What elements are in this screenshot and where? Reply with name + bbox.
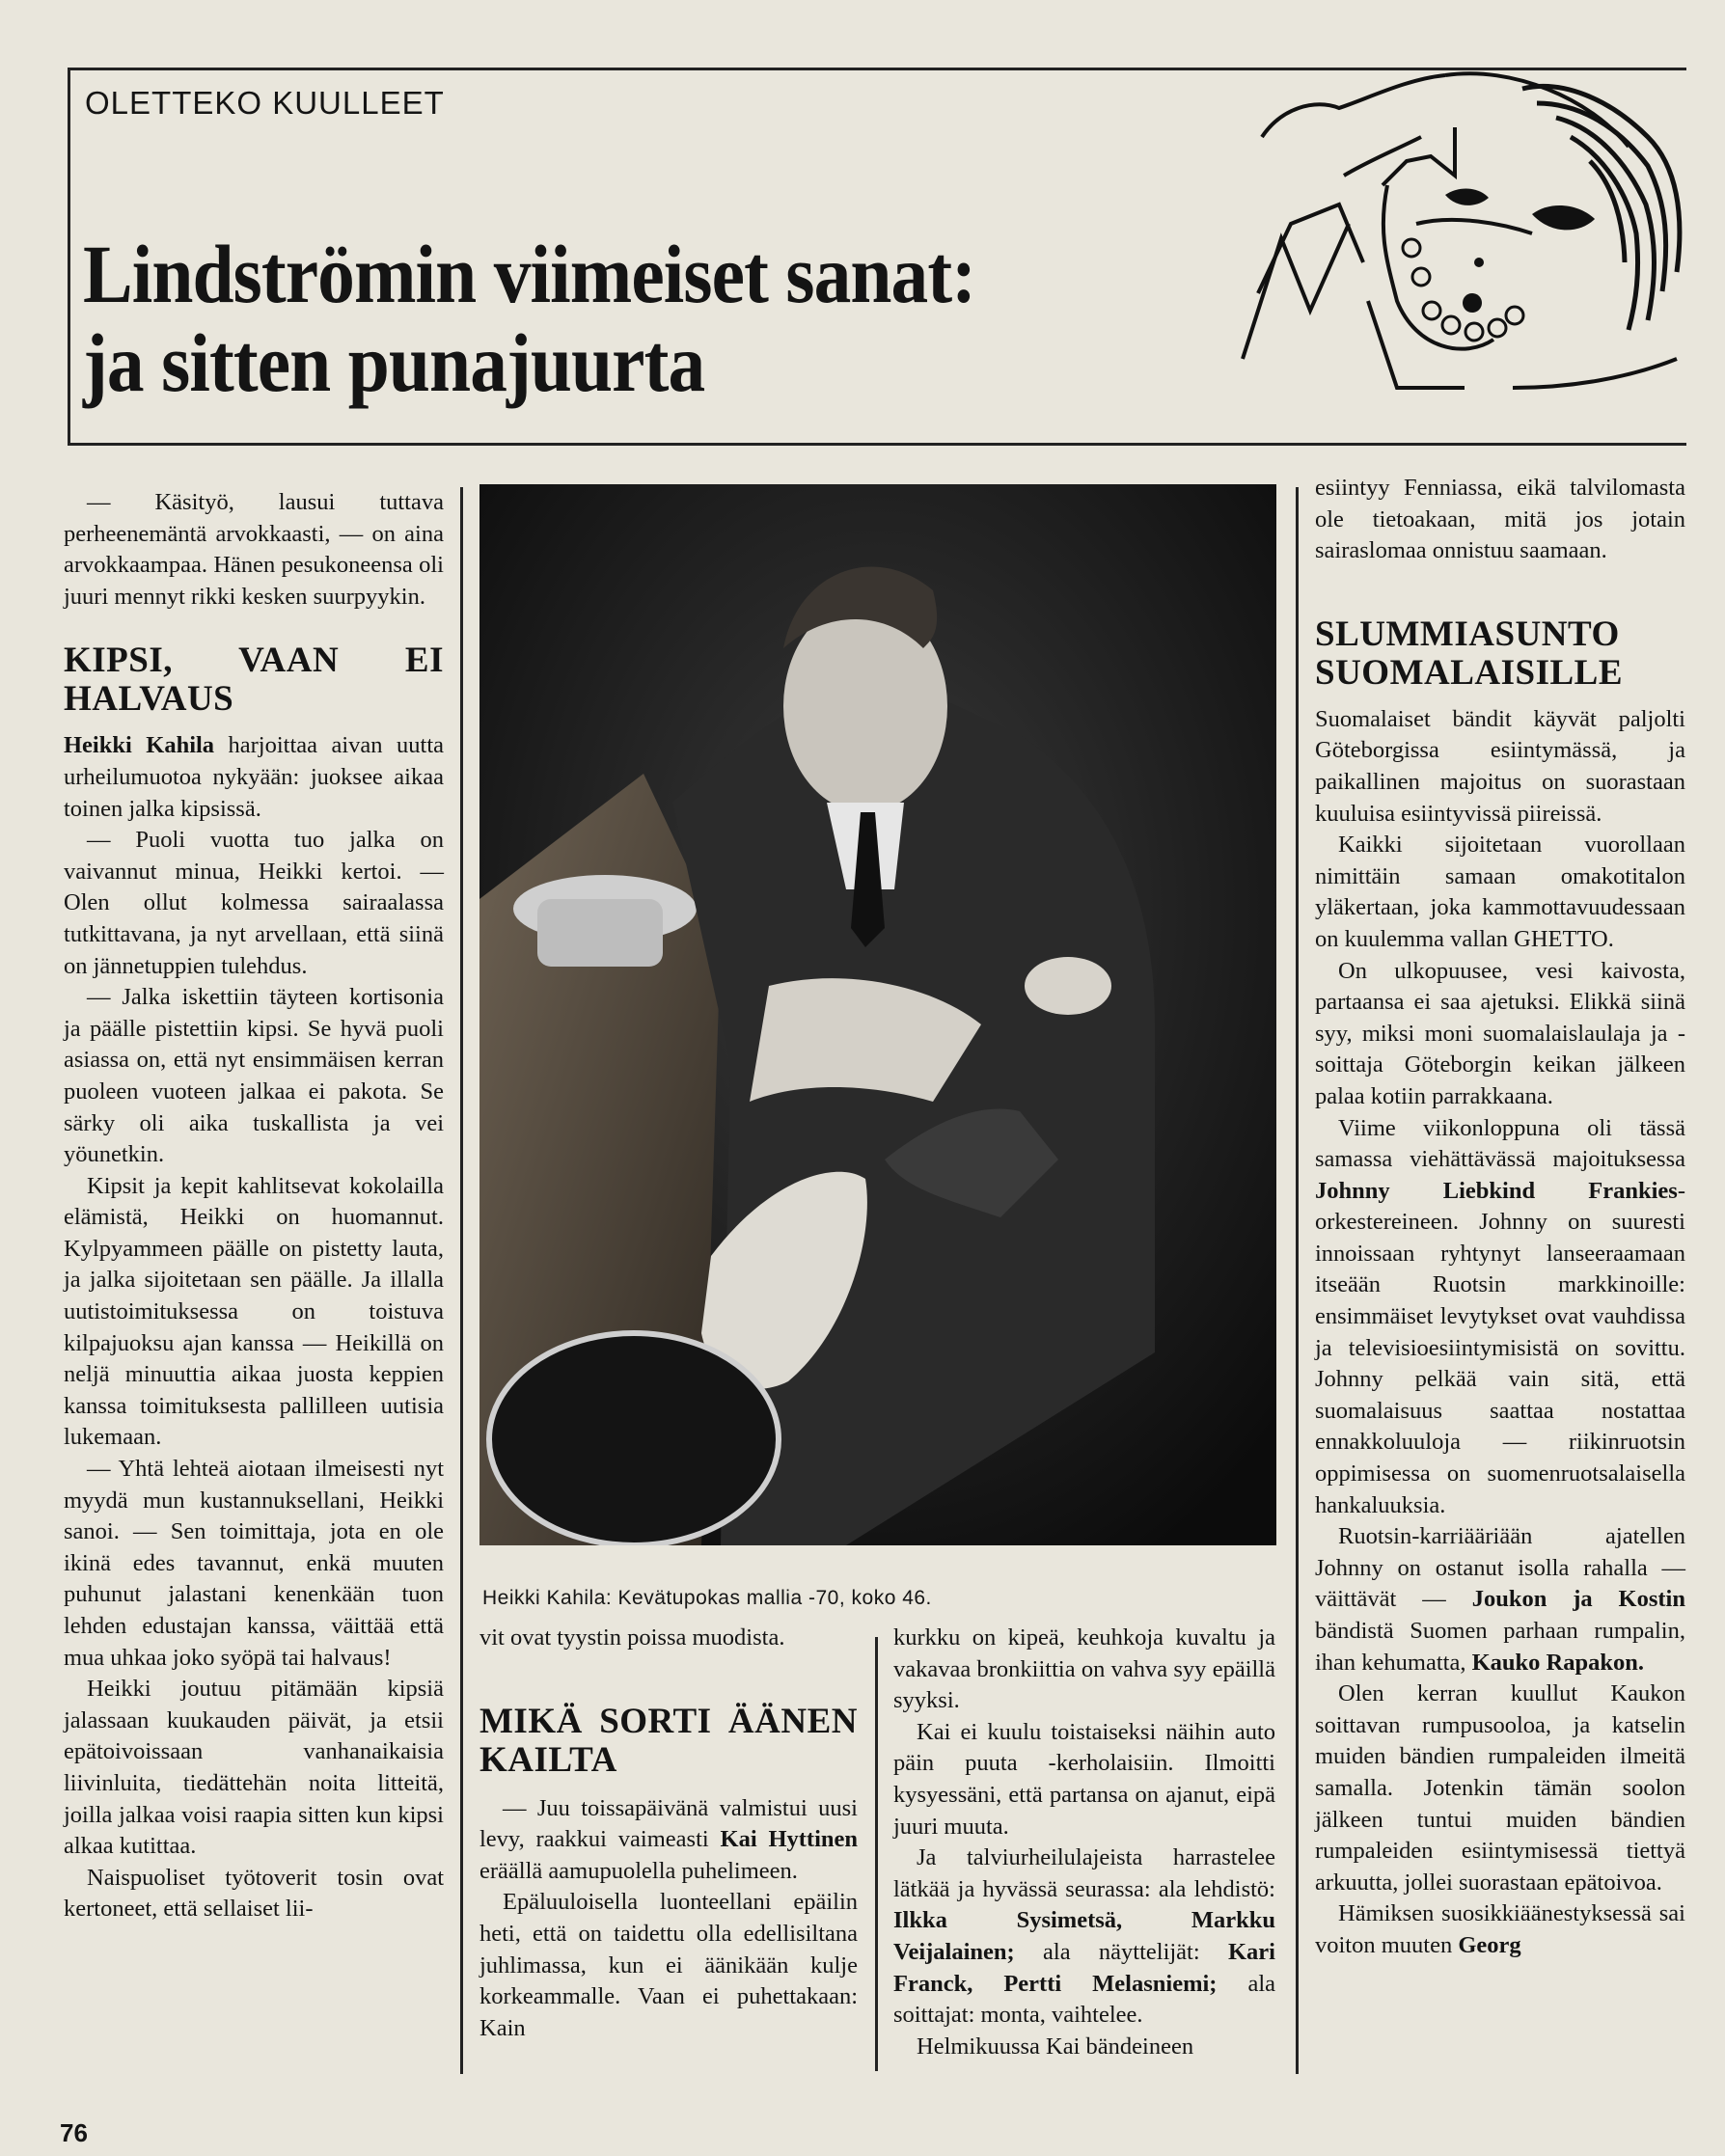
paragraph: Epäluuloisella luonteellani epäilin heti, että on taidettu olla edellisiltana juhlimassa, kun ei äänikään kulje korkeammalle. Vaan ei puhettakaan: Kain	[479, 1889, 858, 2041]
paragraph	[893, 1842, 1275, 2032]
column-3	[893, 1623, 1275, 2062]
column-1	[64, 487, 444, 1925]
paragraph-text: eräällä aamupuolella puhelimeen.	[479, 1857, 798, 1884]
subheading-slummiasunto: SLUMMIASUNTO SUOMALAISILLE	[1315, 614, 1624, 693]
paragraph: On ulkopuusee, vesi kaivosta, partaansa ei saa ajetuksi. Elikkä siinä syy, miksi moni suomalaislaulaja ja -soittaja Göteborgin keikan jälkeen palaa kotiin parrakkaana.	[1315, 957, 1685, 1109]
paragraph: kurkku on kipeä, keuhkoja kuvaltu ja vakavaa bronkiittia on vahva syy epäillä syyksi.	[893, 1624, 1275, 1714]
continued-text: vit ovat tyystin poissa muodista.	[479, 1624, 785, 1651]
paragraph-text: ala soittajat: monta, vaihtelee.	[893, 1970, 1276, 2029]
paragraph-text: harjoittaa aivan uutta urheilumuotoa nykyään: juoksee aikaa toinen jalka kipsissä.	[64, 732, 444, 822]
paragraph: — Jalka iskettiin täyteen kortisonia ja päälle pistettiin kipsi. Se hyvä puoli asiassa on, että nyt ensimmäisen kerran puoleen vuoteen jalkaa ei pakota. Se särky oli aika tuskallista ja vei yöunetkin.	[64, 984, 444, 1168]
paragraph-text: — Juu toissapäivänä valmistui uusi levy, raakkui vaimeasti	[479, 1794, 858, 1853]
person-names: Kari Franck, Pertti Melasniemi;	[893, 1938, 1275, 1997]
page-number: 76	[60, 2118, 88, 2147]
paragraph: Heikki joutuu pitämään kipsiä jalassaan kuukauden päivät, ja etsii epätoivoissaan vanhanaikaisia liivinluita, tiedättehän noita litteitä, joilla jalkaa voisi raapia sitten kun kipsi alkaa kutittaa.	[64, 1676, 444, 1860]
intro-paragraph: — Käsityö, lausui tuttava perheenemäntä arvokkaasti, — on aina arvokkaampaa. Hänen pesukoneensa oli juuri mennyt rikki kesken suurpyykin.	[64, 489, 444, 610]
paragraph: Kipsit ja kepit kahlitsevat kokolailla elämistä, Heikki on huomannut. Kylpyammeen päälle on pistetty lauta, ja jalka sijoitetaan sen päälle. Ja illalla uutistoimituksessa on toistuva kilpajuoksu ajan kanssa — Heikillä on neljä minuuttia aikaa juosta keppien kanssa toimituksesta pallilleen uutisia lukemaan.	[64, 1172, 444, 1451]
column-rule-2	[875, 1637, 878, 2071]
paragraph-text: -orkestereineen. Johnny on suuresti innoissaan ryhtynyt lanseeraamaan itseään Ruotsin markkinoille: ensimmäiset levytykset ovat vauhdissa ja televisioesiintymisistä on sovittu. Johnny pelkää vain sitä, että suomalaisuus saattaa nostattaa ennakkoluuloja — riikinruotsin oppimisessa on suomenruotsalaisella hankaluuksia.	[1315, 1177, 1685, 1518]
person-name: Kauko Rapakon.	[1471, 1649, 1644, 1676]
column-rule-1	[460, 487, 463, 2074]
column-2	[479, 1623, 858, 2044]
headline-line-2: ja sitten punajuurta	[83, 316, 705, 409]
paragraph: — Yhtä lehteä aiotaan ilmeisesti nyt myydä mun kustannuksellani, Heikki sanoi. — Sen toimittaja, jota en ole ikinä edes tavannut, enkä muuten puhunut jalastani kenenkään tuon lehden edustajan kanssa, väittää että mua uhkaa joko syöpä tai halvaus!	[64, 1456, 444, 1671]
paragraph-text: ala näyttelijät:	[1014, 1938, 1228, 1965]
photo-image	[479, 484, 1276, 1545]
photo-caption: Heikki Kahila: Kevätupokas mallia -70, koko 46.	[482, 1587, 932, 1609]
paragraph-text: Viime viikonloppuna oli tässä samassa viehättävässä majoituksessa	[1315, 1114, 1685, 1173]
person-name: Heikki Kahila	[64, 732, 215, 759]
headline	[83, 230, 975, 407]
paragraph: Naispuoliset työtoverit tosin ovat kertoneet, että sellaiset lii-	[64, 1864, 444, 1923]
woman-illustration	[1223, 69, 1686, 444]
paragraph-text: Hämiksen suosikkiäänestyksessä sai voiton muuten	[1315, 1900, 1685, 1958]
portrait-photo	[479, 484, 1276, 1545]
subheading-mika-sorti: MIKÄ SORTI ÄÄNEN KAILTA	[479, 1701, 858, 1780]
person-names: Ilkka Sysimetsä, Markku Veijalainen;	[893, 1907, 1275, 1965]
person-name: Johnny Liebkind Frankies	[1315, 1177, 1678, 1204]
paragraph: Kaikki sijoitetaan vuorollaan nimittäin samaan omakotitalon yläkertaan, joka kammottavuudessaan on kuulemma vallan GHETTO.	[1315, 832, 1685, 952]
band-name: Joukon ja Kostin	[1471, 1586, 1685, 1613]
paragraph	[1315, 1898, 1685, 1961]
subheading-kipsi: KIPSI, VAAN EI HALVAUS	[64, 641, 444, 720]
paragraph-text: Ja talviurheilulajeista harrastelee lätkää ja hyvässä seurassa: ala lehdistö:	[893, 1844, 1275, 1902]
paragraph: Olen kerran kuullut Kaukon soittavan rumpusooloa, ja katselin muiden bändien rumpaleiden ilmeitä samalla. Jotenkin tämän soolon jälkeen tuntui muiden bändien rumpaleiden esiintymisessä tiettyä arkuutta, jollei suorastaan epätoivoa.	[1315, 1680, 1685, 1896]
paragraph: Helmikuussa Kai bändeineen	[917, 2033, 1194, 2060]
section-kicker: OLETTEKO KUULLEET	[85, 85, 445, 121]
column-4	[1315, 473, 1685, 1962]
paragraph	[1315, 1521, 1685, 1678]
paragraph	[479, 1793, 858, 1888]
column-rule-3	[1296, 487, 1299, 2074]
paragraph: Kai ei kuulu toistaiseksi näihin auto päin puuta -kerholaisiin. Ilmoitti kysyessäni, että partansa on ajanut, eipä juuri muuta.	[893, 1718, 1275, 1840]
paragraph	[1315, 1113, 1685, 1522]
continued-text: esiintyy Fenniassa, eikä talvilomasta ole tietoakaan, mitä jos jotain sairaslomaa onnistuu saamaan.	[1315, 475, 1685, 564]
person-name: Georg	[1458, 1931, 1521, 1958]
paragraph: Suomalaiset bändit käyvät paljolti Göteborgissa esiintymässä, ja paikallinen majoitus on suorastaan kuuluisa esiintyvissä piireissä.	[1315, 705, 1685, 827]
paragraph: — Puoli vuotta tuo jalka on vaivannut minua, Heikki kertoi. — Olen ollut kolmessa sairaalassa tutkittavana, ja nyt arvellaan, että siinä on jännetuppien tulehdus.	[64, 827, 444, 979]
paragraph-text: Ruotsin-karriääriään ajatellen Johnny on ostanut isolla rahalla — väittävät —	[1315, 1523, 1685, 1613]
headline-line-1: Lindströmin viimeiset sanat:	[83, 228, 976, 320]
person-name: Kai Hyttinen	[720, 1826, 858, 1853]
paragraph	[64, 730, 444, 825]
paragraph-text: bändistä Suomen parhaan rumpalin, ihan kehumatta,	[1315, 1618, 1685, 1676]
